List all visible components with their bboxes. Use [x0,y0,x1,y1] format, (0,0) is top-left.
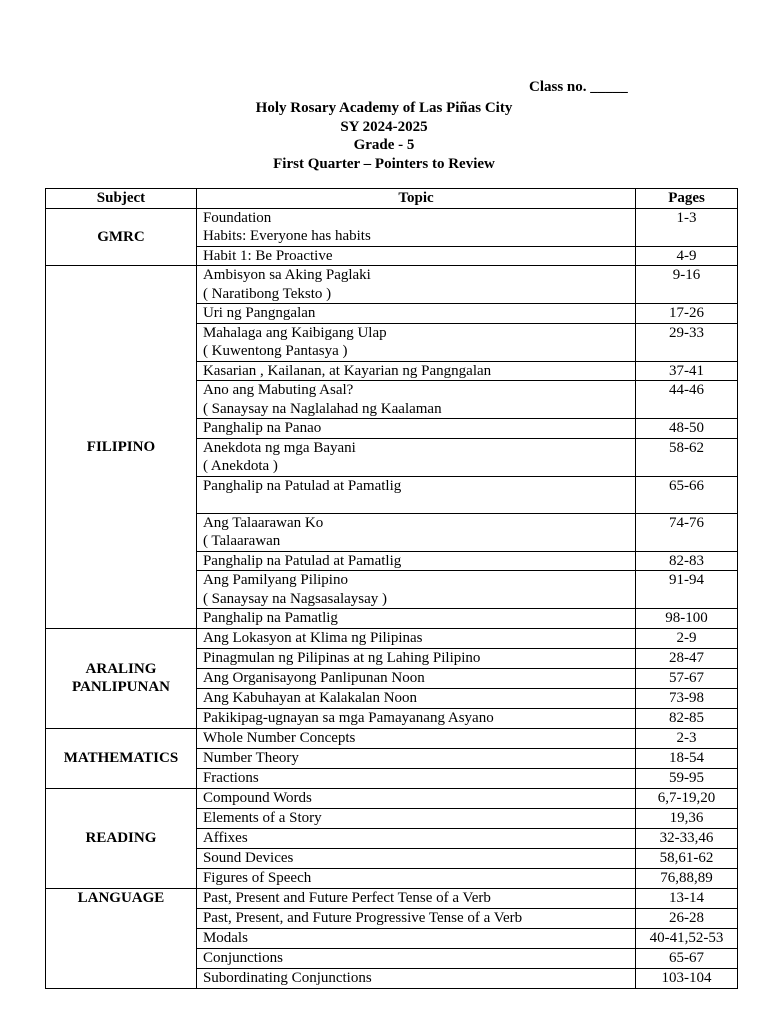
table-row [46,788,738,808]
subject-cell: FILIPINO [46,266,197,629]
topic-cell [196,208,635,246]
pages-column-header: Pages [636,189,738,209]
pages-cell: 82-85 [636,708,738,728]
topic-line: Ang Pamilyang Pilipino [202,572,348,588]
topic-cell [196,381,635,419]
pages-cell: 13-14 [636,888,738,908]
topic-cell [196,323,635,361]
topic-line: Past, Present, and Future Progressive Tense of a Verb [202,909,523,926]
topic-line: ( Kuwentong Pantasya ) [202,343,348,359]
topic-cell [196,361,635,381]
review-table [45,188,738,989]
document-title: First Quarter – Pointers to Review [273,155,495,172]
table-body [46,208,738,988]
topic-line: Number Theory [202,749,299,766]
pages-cell: 1-3 [636,208,738,246]
pages-cell: 28-47 [636,648,738,668]
school-year: SY 2024-2025 [340,118,428,135]
topic-cell [196,828,635,848]
table-row [46,628,738,648]
topic-cell [196,513,635,551]
pages-cell: 19,36 [636,808,738,828]
topic-line: Past, Present and Future Perfect Tense of a Verb [202,889,491,906]
pages-cell: 91-94 [636,571,738,609]
topic-cell [196,808,635,828]
topic-line: Ang Kabuhayan at Kalakalan Noon [202,689,418,706]
topic-column-header: Topic [196,189,635,209]
topic-line: Ang Organisayong Panlipunan Noon [202,669,425,686]
class-number-label: Class no. _____ [529,79,628,95]
topic-line: ( Sanaysay na Naglalahad ng Kaalaman [202,400,442,417]
document-header [0,99,768,173]
topic-line: Conjunctions [202,949,283,966]
topic-cell [196,868,635,888]
pages-cell: 32-33,46 [636,828,738,848]
topic-line: Panghalip na Panao [202,420,322,436]
topic-line: ( Naratibong Teksto ) [202,285,332,302]
topic-line: Elements of a Story [202,809,322,826]
topic-line: Ano ang Mabuting Asal? [202,382,354,398]
topic-line: Mahalaga ang Kaibigang Ulap [202,324,387,341]
topic-line: Modals [202,929,248,946]
topic-cell [196,728,635,748]
topic-cell [196,748,635,768]
table-row [46,266,738,304]
topic-line: Fractions [202,769,259,786]
pages-cell: 44-46 [636,381,738,419]
pages-cell: 17-26 [636,304,738,324]
topic-line: Whole Number Concepts [202,729,356,746]
pages-cell: 29-33 [636,323,738,361]
topic-cell [196,609,635,629]
topic-cell [196,668,635,688]
pages-cell: 37-41 [636,361,738,381]
topic-cell [196,848,635,868]
topic-cell [196,768,635,788]
pages-cell: 82-83 [636,551,738,571]
topic-cell [196,708,635,728]
topic-line: Subordinating Conjunctions [202,969,372,986]
pages-cell: 59-95 [636,768,738,788]
topic-cell [196,648,635,668]
topic-cell [196,419,635,439]
topic-line: Panghalip na Pamatlig [202,610,338,626]
table-header-row [46,189,738,209]
subject-column-header: Subject [46,189,197,209]
topic-cell [196,888,635,908]
pages-cell: 48-50 [636,419,738,439]
topic-line: Compound Words [202,789,312,806]
subject-cell: MATHEMATICS [46,728,197,788]
pages-cell: 18-54 [636,748,738,768]
topic-line: Anekdota ng mga Bayani [202,439,356,456]
pages-cell: 2-9 [636,628,738,648]
topic-cell [196,788,635,808]
topic-cell [196,476,635,513]
pages-cell: 26-28 [636,908,738,928]
topic-line: Figures of Speech [202,869,312,886]
topic-cell [196,266,635,304]
pages-cell: 98-100 [636,609,738,629]
topic-cell [196,571,635,609]
grade-level: Grade - 5 [353,137,415,153]
topic-line: Panghalip na Patulad at Pamatlig [202,477,402,494]
topic-cell [196,246,635,266]
subject-cell: GMRC [46,208,197,266]
topic-line: Pinagmulan ng Pilipinas at ng Lahing Pilipino [202,649,481,666]
pages-cell: 6,7-19,20 [636,788,738,808]
subject-cell: LANGUAGE [46,888,197,988]
topic-line: Habit 1: Be Proactive [202,247,333,264]
topic-cell [196,551,635,571]
pages-cell: 9-16 [636,266,738,304]
topic-line: Uri ng Pangngalan [202,305,316,321]
pages-cell: 65-67 [636,948,738,968]
topic-line: Kasarian , Kailanan, at Kayarian ng Pangngalan [202,362,492,379]
topic-line: Foundation [202,209,272,226]
pages-cell: 58,61-62 [636,848,738,868]
school-name: Holy Rosary Academy of Las Piñas City [255,100,513,116]
topic-line: ( Sanaysay na Nagsasalaysay ) [202,590,388,607]
table-row [46,208,738,246]
table-row [46,728,738,748]
pages-cell: 58-62 [636,438,738,476]
topic-cell [196,908,635,928]
pages-cell: 74-76 [636,513,738,551]
pages-cell: 40-41,52-53 [636,928,738,948]
topic-line: Panghalip na Patulad at Pamatlig [202,552,402,569]
topic-line: Habits: Everyone has habits [202,228,371,244]
pages-cell: 57-67 [636,668,738,688]
pages-cell: 103-104 [636,968,738,988]
subject-cell: READING [46,788,197,888]
table-row [46,888,738,908]
topic-line: Pakikipag-ugnayan sa mga Pamayanang Asyano [202,709,494,726]
topic-cell [196,628,635,648]
pages-cell: 65-66 [636,476,738,513]
pages-cell: 2-3 [636,728,738,748]
pages-cell: 4-9 [636,246,738,266]
topic-cell [196,304,635,324]
subject-cell: ARALING PANLIPUNAN [46,628,197,728]
topic-cell [196,688,635,708]
topic-cell [196,928,635,948]
topic-cell [196,968,635,988]
topic-line: ( Anekdota ) [202,458,278,474]
topic-line: Affixes [202,829,248,846]
topic-line: Sound Devices [202,849,294,866]
topic-cell [196,438,635,476]
topic-cell [196,948,635,968]
topic-line: Ambisyon sa Aking Paglaki [202,267,371,283]
pages-cell: 76,88,89 [636,868,738,888]
topic-line: Ang Lokasyon at Klima ng Pilipinas [202,629,423,646]
topic-line: Ang Talaarawan Ko [202,514,324,531]
pages-cell: 73-98 [636,688,738,708]
topic-line: ( Talaarawan [202,533,281,549]
